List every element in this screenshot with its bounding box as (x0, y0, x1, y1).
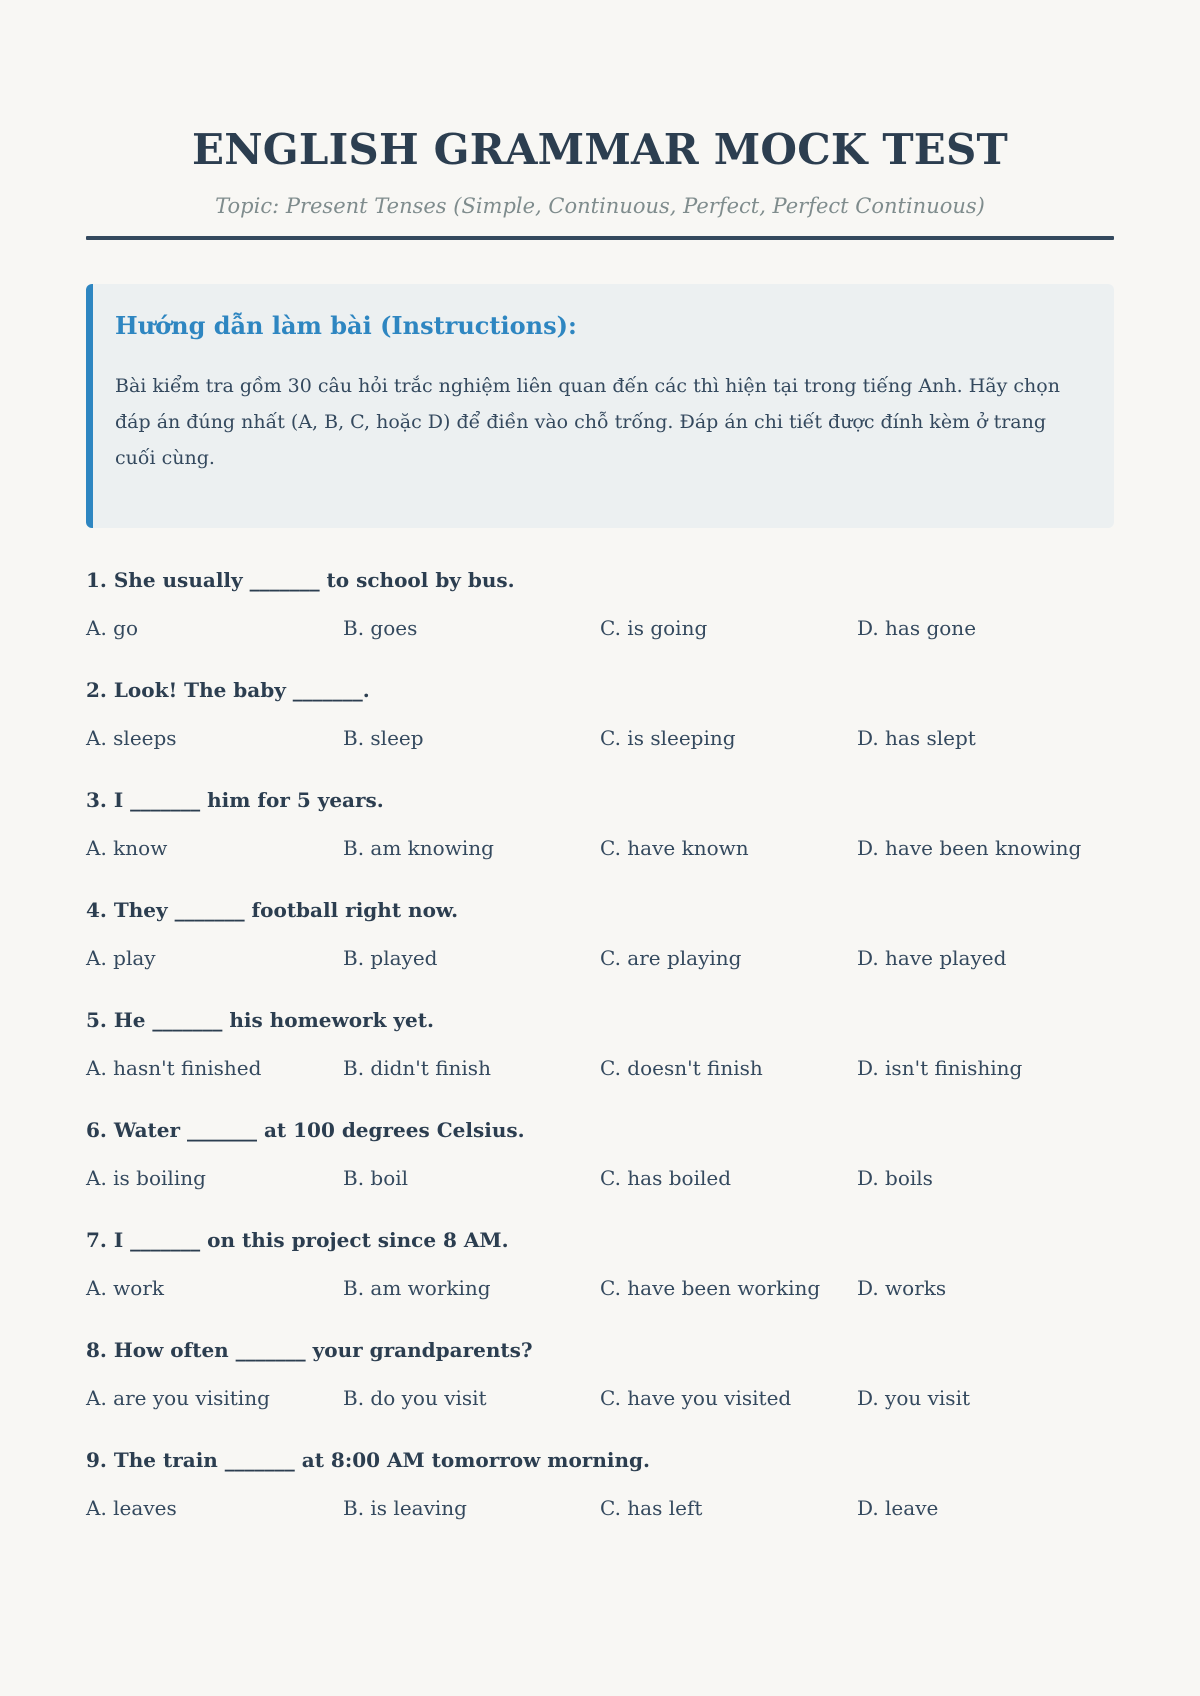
option-d[interactable]: D. have played (857, 946, 1007, 970)
option-a[interactable]: A. play (86, 946, 156, 970)
question-6 (86, 1116, 1114, 1226)
option-d[interactable]: D. you visit (857, 1386, 971, 1410)
question-text: 9. The train _______ at 8:00 AM tomorrow morning. (86, 1448, 650, 1472)
option-a[interactable]: A. are you visiting (86, 1386, 270, 1410)
answer-options (86, 1494, 1114, 1522)
question-text: 8. How often _______ your grandparents? (86, 1338, 533, 1362)
option-c[interactable]: C. are playing (600, 946, 742, 970)
header-divider (86, 236, 1114, 240)
option-d[interactable]: D. have been knowing (857, 836, 1082, 860)
option-c[interactable]: C. have known (600, 836, 749, 860)
question-text: 5. He _______ his homework yet. (86, 1008, 434, 1032)
option-c[interactable]: C. doesn't finish (600, 1056, 763, 1080)
question-text: 7. I _______ on this project since 8 AM. (86, 1228, 509, 1252)
answer-options (86, 1274, 1114, 1302)
option-b[interactable]: B. do you visit (343, 1386, 487, 1410)
option-a[interactable]: A. hasn't finished (86, 1056, 262, 1080)
question-text: 6. Water _______ at 100 degrees Celsius. (86, 1118, 525, 1142)
question-5 (86, 1006, 1114, 1116)
answer-options (86, 724, 1114, 752)
option-a[interactable]: A. leaves (86, 1496, 177, 1520)
question-text: 2. Look! The baby _______. (86, 678, 370, 702)
option-d[interactable]: D. has gone (857, 616, 977, 640)
question-text: 4. They _______ football right now. (86, 898, 459, 922)
answer-options (86, 1164, 1114, 1192)
instructions-text: Bài kiểm tra gồm 30 câu hỏi trắc nghiệm liên quan đến các thì hiện tại trong tiếng Anh. Hãy chọn đáp án đúng nhất (A, B, C, hoặc D) để điền vào chỗ trống. Đáp án chi tiết được đính kèm ở trang cuối cùng. (115, 375, 1060, 469)
option-a[interactable]: A. sleeps (86, 726, 177, 750)
answer-options (86, 1054, 1114, 1082)
instructions-box (86, 284, 1114, 528)
question-1 (86, 566, 1114, 676)
option-b[interactable]: B. goes (343, 616, 418, 640)
page-subtitle: Topic: Present Tenses (Simple, Continuous, Perfect, Perfect Continuous) (215, 194, 985, 218)
option-c[interactable]: C. has left (600, 1496, 703, 1520)
answer-options (86, 834, 1114, 862)
option-b[interactable]: B. didn't finish (343, 1056, 491, 1080)
question-7 (86, 1226, 1114, 1336)
option-a[interactable]: A. go (86, 616, 139, 640)
option-a[interactable]: A. is boiling (86, 1166, 206, 1190)
option-d[interactable]: D. isn't finishing (857, 1056, 1023, 1080)
page-title: ENGLISH GRAMMAR MOCK TEST (191, 125, 1009, 174)
option-d[interactable]: D. leave (857, 1496, 939, 1520)
option-d[interactable]: D. boils (857, 1166, 933, 1190)
page-header (86, 0, 1114, 240)
option-b[interactable]: B. played (343, 946, 438, 970)
option-d[interactable]: D. has slept (857, 726, 976, 750)
question-9 (86, 1446, 1114, 1556)
question-4 (86, 896, 1114, 1006)
instructions-heading: Hướng dẫn làm bài (Instructions): (115, 311, 577, 340)
option-a[interactable]: A. work (86, 1276, 164, 1300)
question-8 (86, 1336, 1114, 1446)
question-list (86, 566, 1114, 1556)
answer-options (86, 614, 1114, 642)
option-b[interactable]: B. is leaving (343, 1496, 467, 1520)
answer-options (86, 944, 1114, 972)
answer-options (86, 1384, 1114, 1412)
option-c[interactable]: C. have been working (600, 1276, 821, 1300)
question-2 (86, 676, 1114, 786)
option-b[interactable]: B. am knowing (343, 836, 494, 860)
question-text: 1. She usually _______ to school by bus. (86, 568, 515, 592)
option-b[interactable]: B. am working (343, 1276, 491, 1300)
option-d[interactable]: D. works (857, 1276, 947, 1300)
option-c[interactable]: C. has boiled (600, 1166, 732, 1190)
option-c[interactable]: C. is going (600, 616, 708, 640)
option-b[interactable]: B. sleep (343, 726, 424, 750)
option-c[interactable]: C. is sleeping (600, 726, 736, 750)
question-3 (86, 786, 1114, 896)
option-a[interactable]: A. know (86, 836, 168, 860)
question-text: 3. I _______ him for 5 years. (86, 788, 384, 812)
option-c[interactable]: C. have you visited (600, 1386, 792, 1410)
option-b[interactable]: B. boil (343, 1166, 409, 1190)
